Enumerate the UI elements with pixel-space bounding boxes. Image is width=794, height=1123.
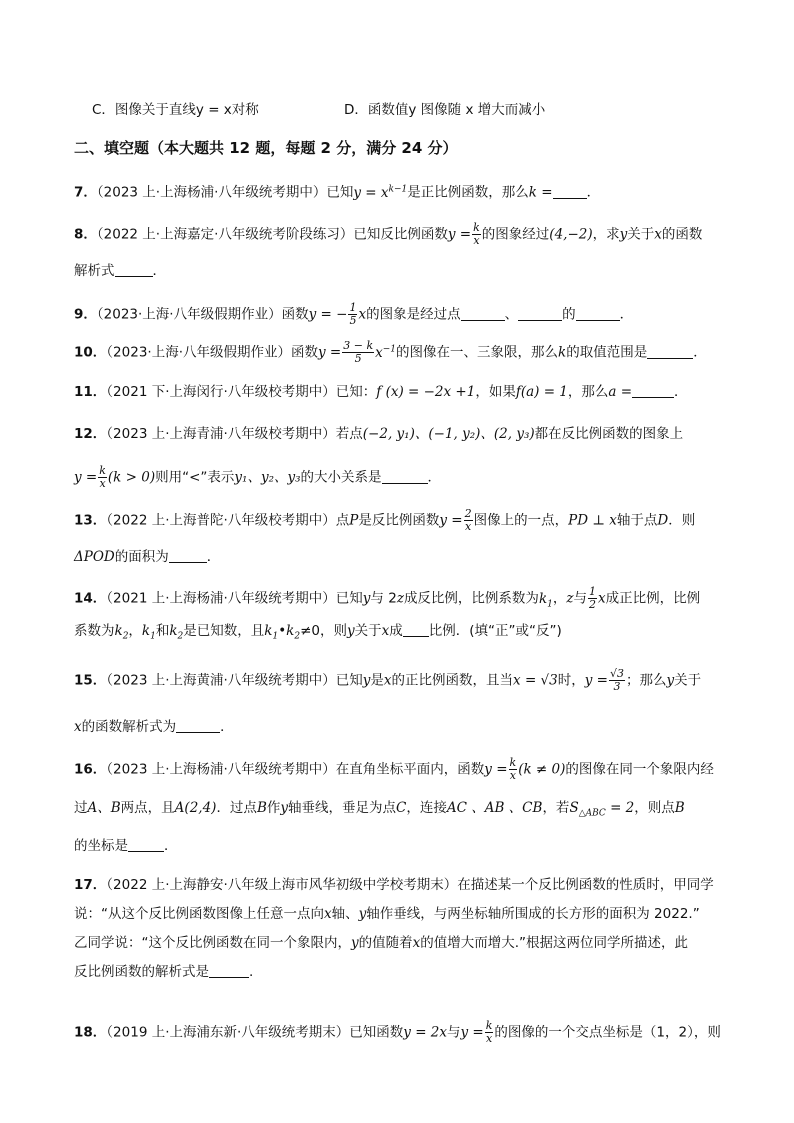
question-text: 的大小关系是 — [300, 469, 382, 486]
answer-blank[interactable] — [403, 622, 429, 637]
fraction: $\frac{3 - k}{5}$ — [343, 339, 374, 365]
question-16-cont — [74, 799, 685, 823]
question-number: 7． — [74, 184, 97, 201]
math: x — [597, 590, 606, 607]
question-text: 是 — [370, 672, 384, 689]
answer-blank[interactable] — [128, 837, 164, 852]
math: y — [362, 590, 371, 607]
math: P — [349, 512, 359, 529]
question-12 — [74, 425, 683, 443]
math: k — [558, 344, 567, 361]
question-text: 在描述某一个反比例函数的性质时，甲同学 — [457, 877, 714, 893]
question-text: ． — [427, 469, 442, 486]
math: x — [412, 935, 421, 951]
math: k = — [528, 184, 553, 201]
question-text: 图像上的一点， — [473, 512, 569, 529]
question-13 — [74, 508, 695, 533]
question-8-cont — [74, 262, 166, 280]
question-source: （2023 上·上海青浦·八年级校考期中） — [106, 426, 336, 442]
question-text: 已知 — [335, 672, 363, 689]
question-text: 时， — [557, 672, 585, 689]
question-10 — [74, 340, 707, 365]
question-number: 15． — [74, 672, 107, 689]
question-13-cont — [74, 548, 220, 566]
question-source: （2021 下·上海闵行·八年级校考期中） — [106, 384, 336, 400]
question-text: 是已知数，且 — [183, 623, 265, 639]
math: (k ≠ 0) — [518, 761, 566, 778]
question-text: ，求 — [592, 226, 620, 243]
math: (4,−2) — [549, 226, 593, 243]
answer-blank[interactable] — [461, 306, 505, 321]
question-text: 的坐标是 — [74, 838, 128, 854]
math: (k > 0) — [107, 469, 156, 486]
math: $k_1$ — [538, 590, 553, 610]
math: (−2, y₁)、(−1, y₂)、(2, y₃) — [362, 426, 535, 442]
question-text: 是反比例函数 — [358, 512, 440, 529]
question-text: 和 — [155, 623, 170, 639]
fraction: $\frac{√3}{3}$ — [609, 667, 624, 693]
question-7 — [74, 180, 600, 202]
answer-blank[interactable] — [647, 344, 693, 359]
question-text: 关于 — [354, 623, 382, 639]
question-text: 的取值范围是 — [566, 344, 648, 361]
question-text: ． — [619, 306, 634, 323]
math: $k_2$ — [169, 623, 184, 642]
question-text: 点 — [335, 512, 350, 529]
question-17 — [74, 876, 714, 894]
question-text: ≠0，则 — [300, 623, 347, 639]
question-number: 14． — [74, 590, 107, 607]
math: $k_1$ — [141, 623, 156, 642]
math: B — [674, 800, 685, 816]
question-text: ， — [552, 590, 567, 607]
question-source: （2022 上·上海静安·八年级上海市风华初级中学校考期末） — [106, 877, 458, 893]
question-text: 、 — [504, 306, 519, 323]
fraction: $\frac{k}{x}$ — [99, 464, 106, 490]
question-text: 的图象是经过点 — [366, 306, 461, 323]
math: $k_2$ — [114, 623, 129, 642]
math: y = — [447, 226, 472, 243]
question-text: 的图像的一个交点坐标是（1，2），则 — [494, 1024, 721, 1041]
question-17-cont2 — [74, 934, 688, 952]
question-text: 与 2 — [370, 590, 397, 607]
fraction: $\frac{1}{2}$ — [588, 585, 596, 611]
answer-blank[interactable] — [576, 306, 620, 321]
math: x — [358, 306, 367, 323]
question-text: 作 — [266, 800, 281, 816]
question-source: （2023 上·上海杨浦·八年级统考期中） — [106, 761, 336, 778]
math: y — [280, 800, 288, 816]
question-text: 成 — [389, 623, 403, 639]
math: y = — [318, 344, 342, 361]
math: y = — [484, 761, 508, 778]
question-text: ． — [693, 344, 707, 361]
math: y₁、y₂、y₃ — [234, 469, 301, 486]
question-source: （2021 上·上海杨浦·八年级统考期中） — [106, 590, 336, 607]
question-text: 已知： — [335, 384, 377, 400]
question-text: 轴作垂线，与两坐标轴所围成的长方形的面积为 2022.” — [366, 906, 700, 922]
question-17-cont — [74, 905, 700, 923]
question-number: 11． — [74, 384, 107, 400]
fraction: $\frac{k}{x}$ — [485, 1019, 493, 1045]
math: f (x) = −2x +1 — [376, 384, 476, 400]
question-16 — [74, 757, 714, 782]
question-text: ；那么 — [626, 672, 667, 689]
question-14 — [74, 586, 700, 613]
question-text: 过 — [74, 800, 88, 816]
math: x — [654, 226, 662, 243]
question-text: . — [249, 964, 254, 980]
math: $S_{\triangle ABC} = 2$ — [569, 800, 635, 819]
math: y — [666, 672, 675, 689]
question-text: ，那么 — [567, 384, 609, 400]
math: a = — [608, 384, 633, 400]
fraction: $\frac{k}{x}$ — [509, 756, 517, 782]
math: B — [256, 800, 267, 816]
question-text: ，则点 — [634, 800, 675, 816]
question-text: 已知函数 — [349, 1024, 404, 1041]
math: C — [396, 800, 407, 816]
math: AC 、AB 、CB — [446, 800, 543, 816]
question-12-cont — [74, 465, 441, 490]
question-text: 的 — [562, 306, 576, 323]
question-source: （2022 上·上海普陀·八年级校考期中） — [106, 512, 336, 529]
math: y = − — [308, 306, 348, 323]
question-text: 关于 — [674, 672, 702, 689]
math: $y = x^{k-1}$ — [353, 184, 408, 201]
section-title: 二、填空题（本大题共 12 题，每题 2 分，满分 24 分） — [74, 139, 458, 157]
question-text: 与 — [447, 1024, 461, 1041]
question-text: 是正比例函数，那么 — [407, 184, 529, 201]
question-text: ．则 — [668, 512, 696, 529]
question-source: （2023·上海·八年级假期作业） — [106, 344, 291, 361]
question-17-cont3 — [74, 963, 253, 981]
math: x — [324, 906, 332, 922]
question-number: 16． — [74, 761, 107, 778]
question-text: ． — [164, 838, 178, 854]
question-text: ．过点 — [216, 800, 257, 816]
question-8 — [74, 222, 702, 247]
question-text: 关于 — [627, 226, 655, 243]
question-18 — [74, 1020, 721, 1045]
math: y — [362, 672, 371, 689]
question-text: ． — [674, 384, 688, 400]
question-text: 的正比例函数，且当 — [391, 672, 514, 689]
question-text: 函数 — [291, 344, 318, 361]
question-text: ． — [220, 719, 234, 735]
math: y = — [439, 512, 463, 529]
question-text: 的图像在同一个象限内经 — [565, 761, 714, 778]
question-text: 已知 — [335, 590, 363, 607]
option-c: C．图像关于直线y = x对称 — [92, 102, 259, 118]
question-16-cont2 — [74, 837, 178, 855]
question-text: ，若 — [542, 800, 570, 816]
question-15-cont — [74, 718, 234, 736]
question-text: 则用“<”表示 — [155, 469, 235, 486]
question-text: 乙同学说：“这个反比例函数在同一个象限内， — [74, 935, 351, 951]
math: y = — [584, 672, 608, 689]
question-9 — [74, 302, 633, 327]
question-text: ，连接 — [406, 800, 447, 816]
question-text: 轴、 — [331, 906, 359, 922]
answer-blank[interactable] — [382, 469, 428, 484]
question-text: 的图像在一、三象限，那么 — [396, 344, 559, 361]
math: z — [566, 590, 574, 607]
question-number: 10． — [74, 344, 107, 361]
question-text: 解析式 — [74, 263, 115, 279]
question-text: 比例．(填“正”或“反”) — [428, 623, 562, 639]
answer-blank[interactable] — [209, 963, 249, 978]
fraction: $\frac{2}{x}$ — [464, 507, 472, 533]
math: x — [381, 623, 390, 639]
question-text: 说：“从这个反比例函数图像上任意一点向 — [74, 906, 324, 922]
question-text: 已知 — [326, 184, 354, 201]
math: x = √3 — [513, 672, 558, 689]
answer-blank[interactable] — [115, 262, 153, 277]
question-source: （2022 上·上海嘉定·八年级统考阶段练习） — [96, 226, 354, 243]
question-14-cont — [74, 622, 562, 646]
question-text: 系数为 — [74, 623, 115, 639]
math: $k_1•k_2$ — [264, 623, 301, 642]
math: y — [619, 226, 628, 243]
answer-blank[interactable] — [518, 306, 562, 321]
question-text: 在直角坐标平面内，函数 — [335, 761, 485, 778]
question-text: 的面积为 — [114, 549, 169, 565]
math: D — [657, 512, 669, 529]
question-text: 的函数解析式为 — [81, 719, 177, 735]
fraction: $\frac{1}{5}$ — [349, 301, 357, 327]
math: z — [396, 590, 404, 607]
math: ΔPOD — [74, 549, 115, 565]
math: f(a) = 1 — [515, 384, 568, 400]
question-number: 13． — [74, 512, 107, 529]
question-text: ． — [206, 549, 221, 565]
question-text: 函数 — [281, 306, 309, 323]
math: x — [383, 672, 392, 689]
answer-blank[interactable] — [176, 718, 220, 733]
math: y — [358, 906, 367, 922]
question-text: 已知反比例函数 — [353, 226, 448, 243]
question-text: 的图象经过 — [481, 226, 550, 243]
answer-blank[interactable] — [169, 548, 207, 563]
question-number: 17． — [74, 877, 107, 893]
question-text: 的值随着 — [358, 935, 413, 951]
question-text: 都在反比例函数的图象上 — [534, 426, 684, 442]
question-text: 的值增大而增大.”根据这两位同学所描述，此 — [420, 935, 689, 951]
question-number: 18． — [74, 1024, 107, 1041]
math: A(2,4) — [174, 800, 217, 816]
question-text: 轴于点 — [616, 512, 658, 529]
question-text: 与 — [573, 590, 587, 607]
math: y — [346, 623, 355, 639]
question-11 — [74, 383, 688, 401]
fraction: $\frac{k}{x}$ — [473, 221, 480, 247]
answer-blank[interactable] — [553, 184, 587, 199]
question-text: 成反比例，比例系数为 — [403, 590, 539, 607]
math: y = — [74, 469, 98, 486]
question-text: ． — [152, 263, 166, 279]
question-source: （2023 上·上海杨浦·八年级统考期中） — [96, 184, 327, 201]
math: y — [351, 935, 359, 951]
option-d: D．函数值y 图像随 x 增大而减小 — [344, 102, 546, 118]
question-source: （2023·上海·八年级假期作业） — [96, 306, 282, 323]
question-number: 9． — [74, 306, 97, 323]
question-text: 成正比例，比例 — [605, 590, 701, 607]
question-text: ． — [586, 184, 601, 201]
math: A、B — [87, 800, 121, 816]
question-number: 8． — [74, 226, 97, 243]
question-text: 的函数 — [661, 226, 703, 243]
answer-blank[interactable] — [632, 383, 674, 398]
question-text: 反比例函数的解析式是 — [74, 964, 209, 980]
question-text: 两点，且 — [120, 800, 175, 816]
question-source: （2019 上·上海浦东新·八年级统考期末） — [106, 1024, 350, 1041]
math: PD ⊥ x — [568, 512, 617, 529]
question-15 — [74, 668, 701, 693]
math: x — [74, 719, 82, 735]
math: y = — [460, 1024, 484, 1041]
question-source: （2023 上·上海黄浦·八年级统考期中） — [106, 672, 336, 689]
question-text: ，如果 — [475, 384, 516, 400]
math: y = 2x — [403, 1024, 448, 1041]
math: $x^{-1}$ — [375, 344, 397, 361]
question-number: 12． — [74, 426, 107, 442]
question-text: 若点 — [335, 426, 363, 442]
question-text: 轴垂线，垂足为点 — [288, 800, 396, 816]
question-text: ， — [128, 623, 142, 639]
